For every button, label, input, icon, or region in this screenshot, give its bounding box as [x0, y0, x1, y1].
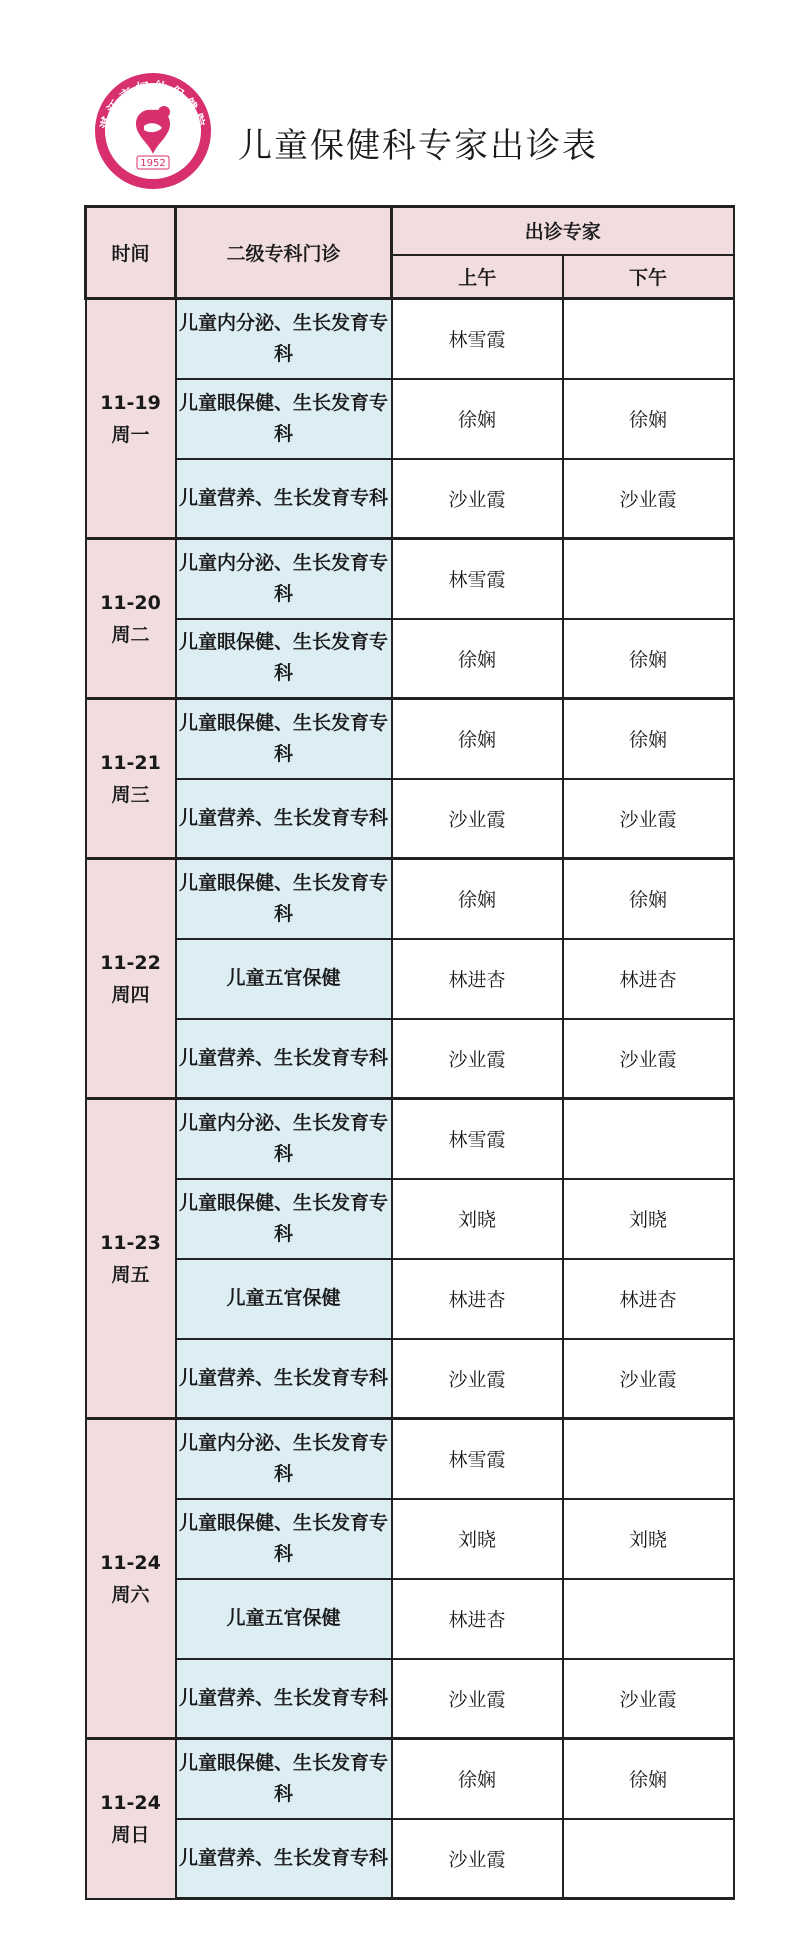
pm-doctor-cell: 林进杏 — [563, 939, 734, 1019]
am-doctor-cell: 徐娴 — [392, 1739, 563, 1819]
pm-doctor-cell — [563, 539, 734, 619]
table-row — [86, 619, 734, 699]
day-cell — [86, 539, 176, 699]
hospital-logo — [92, 70, 214, 192]
dept-cell: 儿童营养、生长发育专科 — [176, 1019, 392, 1099]
pm-doctor-cell: 徐娴 — [563, 859, 734, 939]
am-doctor-cell: 林进杏 — [392, 939, 563, 1019]
day-weekday: 周日 — [111, 1823, 150, 1846]
am-doctor-cell: 林进杏 — [392, 1579, 563, 1659]
dept-cell: 儿童营养、生长发育专科 — [176, 459, 392, 539]
day-weekday: 周六 — [111, 1583, 150, 1606]
am-doctor-cell: 刘晓 — [392, 1499, 563, 1579]
table-row — [86, 1499, 734, 1579]
logo-year: 1952 — [140, 158, 166, 169]
table-row — [86, 939, 734, 1019]
day-date: 11-24 — [100, 1791, 161, 1814]
day-cell — [86, 1099, 176, 1419]
am-doctor-cell: 林雪霞 — [392, 1099, 563, 1179]
table-row — [86, 539, 734, 619]
pm-doctor-cell — [563, 1819, 734, 1899]
am-doctor-cell: 沙业霞 — [392, 779, 563, 859]
day-weekday: 周一 — [111, 423, 150, 446]
pm-doctor-cell — [563, 1099, 734, 1179]
table-row — [86, 379, 734, 459]
table-row — [86, 1019, 734, 1099]
day-date: 11-22 — [100, 951, 161, 974]
day-cell — [86, 1419, 176, 1739]
header-dept: 二级专科门诊 — [176, 207, 392, 299]
header-time: 时间 — [86, 207, 176, 299]
pm-doctor-cell: 沙业霞 — [563, 1019, 734, 1099]
pm-doctor-cell: 徐娴 — [563, 699, 734, 779]
page-title: 儿童保健科专家出诊表 — [238, 126, 598, 166]
logo-arc-text: 湛江市妇幼保健院 — [98, 79, 208, 132]
table-row — [86, 1179, 734, 1259]
dept-cell: 儿童内分泌、生长发育专科 — [176, 299, 392, 379]
pm-doctor-cell: 徐娴 — [563, 619, 734, 699]
am-doctor-cell: 徐娴 — [392, 859, 563, 939]
am-doctor-cell: 沙业霞 — [392, 1819, 563, 1899]
day-cell — [86, 1739, 176, 1899]
pm-doctor-cell: 林进杏 — [563, 1259, 734, 1339]
day-cell — [86, 299, 176, 539]
dept-cell: 儿童内分泌、生长发育专科 — [176, 1419, 392, 1499]
am-doctor-cell: 林雪霞 — [392, 539, 563, 619]
table-row — [86, 299, 734, 379]
hospital-logo-icon — [92, 70, 214, 192]
pm-doctor-cell — [563, 1419, 734, 1499]
page-header — [0, 0, 800, 200]
pm-doctor-cell — [563, 1579, 734, 1659]
am-doctor-cell: 徐娴 — [392, 379, 563, 459]
am-doctor-cell: 沙业霞 — [392, 459, 563, 539]
day-cell — [86, 859, 176, 1099]
day-weekday: 周二 — [111, 623, 150, 646]
table-row — [86, 1419, 734, 1499]
am-doctor-cell: 林雪霞 — [392, 299, 563, 379]
header-experts: 出诊专家 — [392, 207, 734, 255]
dept-cell: 儿童五官保健 — [176, 1259, 392, 1339]
pm-doctor-cell: 沙业霞 — [563, 459, 734, 539]
table-row — [86, 699, 734, 779]
dept-cell: 儿童眼保健、生长发育专科 — [176, 1499, 392, 1579]
table-row — [86, 1259, 734, 1339]
dept-cell: 儿童营养、生长发育专科 — [176, 1339, 392, 1419]
dept-cell: 儿童眼保健、生长发育专科 — [176, 379, 392, 459]
table-row — [86, 1819, 734, 1899]
dept-cell: 儿童眼保健、生长发育专科 — [176, 859, 392, 939]
dept-cell: 儿童眼保健、生长发育专科 — [176, 619, 392, 699]
pm-doctor-cell — [563, 299, 734, 379]
pm-doctor-cell: 沙业霞 — [563, 1659, 734, 1739]
pm-doctor-cell: 刘晓 — [563, 1179, 734, 1259]
day-date: 11-23 — [100, 1231, 161, 1254]
day-cell — [86, 699, 176, 859]
header-pm: 下午 — [563, 255, 734, 299]
table-row — [86, 1339, 734, 1419]
day-weekday: 周三 — [111, 783, 150, 806]
table-row — [86, 779, 734, 859]
pm-doctor-cell: 徐娴 — [563, 1739, 734, 1819]
day-date: 11-19 — [100, 391, 161, 414]
pm-doctor-cell: 刘晓 — [563, 1499, 734, 1579]
header-am: 上午 — [392, 255, 563, 299]
pm-doctor-cell: 徐娴 — [563, 379, 734, 459]
table-row — [86, 1739, 734, 1819]
table-row — [86, 1659, 734, 1739]
dept-cell: 儿童五官保健 — [176, 1579, 392, 1659]
am-doctor-cell: 徐娴 — [392, 699, 563, 779]
am-doctor-cell: 林雪霞 — [392, 1419, 563, 1499]
day-date: 11-21 — [100, 751, 161, 774]
day-weekday: 周四 — [111, 983, 150, 1006]
am-doctor-cell: 林进杏 — [392, 1259, 563, 1339]
dept-cell: 儿童营养、生长发育专科 — [176, 1659, 392, 1739]
pm-doctor-cell: 沙业霞 — [563, 1339, 734, 1419]
schedule-body — [86, 299, 734, 1899]
day-date: 11-24 — [100, 1551, 161, 1574]
pm-doctor-cell: 沙业霞 — [563, 779, 734, 859]
dept-cell: 儿童内分泌、生长发育专科 — [176, 1099, 392, 1179]
table-row — [86, 1579, 734, 1659]
am-doctor-cell: 徐娴 — [392, 619, 563, 699]
am-doctor-cell: 沙业霞 — [392, 1019, 563, 1099]
day-date: 11-20 — [100, 591, 161, 614]
day-weekday: 周五 — [111, 1263, 150, 1286]
dept-cell: 儿童营养、生长发育专科 — [176, 1819, 392, 1899]
dept-cell: 儿童五官保健 — [176, 939, 392, 1019]
table-row — [86, 459, 734, 539]
am-doctor-cell: 沙业霞 — [392, 1659, 563, 1739]
am-doctor-cell: 沙业霞 — [392, 1339, 563, 1419]
dept-cell: 儿童眼保健、生长发育专科 — [176, 699, 392, 779]
dept-cell: 儿童眼保健、生长发育专科 — [176, 1739, 392, 1819]
table-row — [86, 1099, 734, 1179]
dept-cell: 儿童内分泌、生长发育专科 — [176, 539, 392, 619]
dept-cell: 儿童营养、生长发育专科 — [176, 779, 392, 859]
table-row — [86, 859, 734, 939]
am-doctor-cell: 刘晓 — [392, 1179, 563, 1259]
dept-cell: 儿童眼保健、生长发育专科 — [176, 1179, 392, 1259]
expert-schedule-table — [84, 205, 735, 1900]
